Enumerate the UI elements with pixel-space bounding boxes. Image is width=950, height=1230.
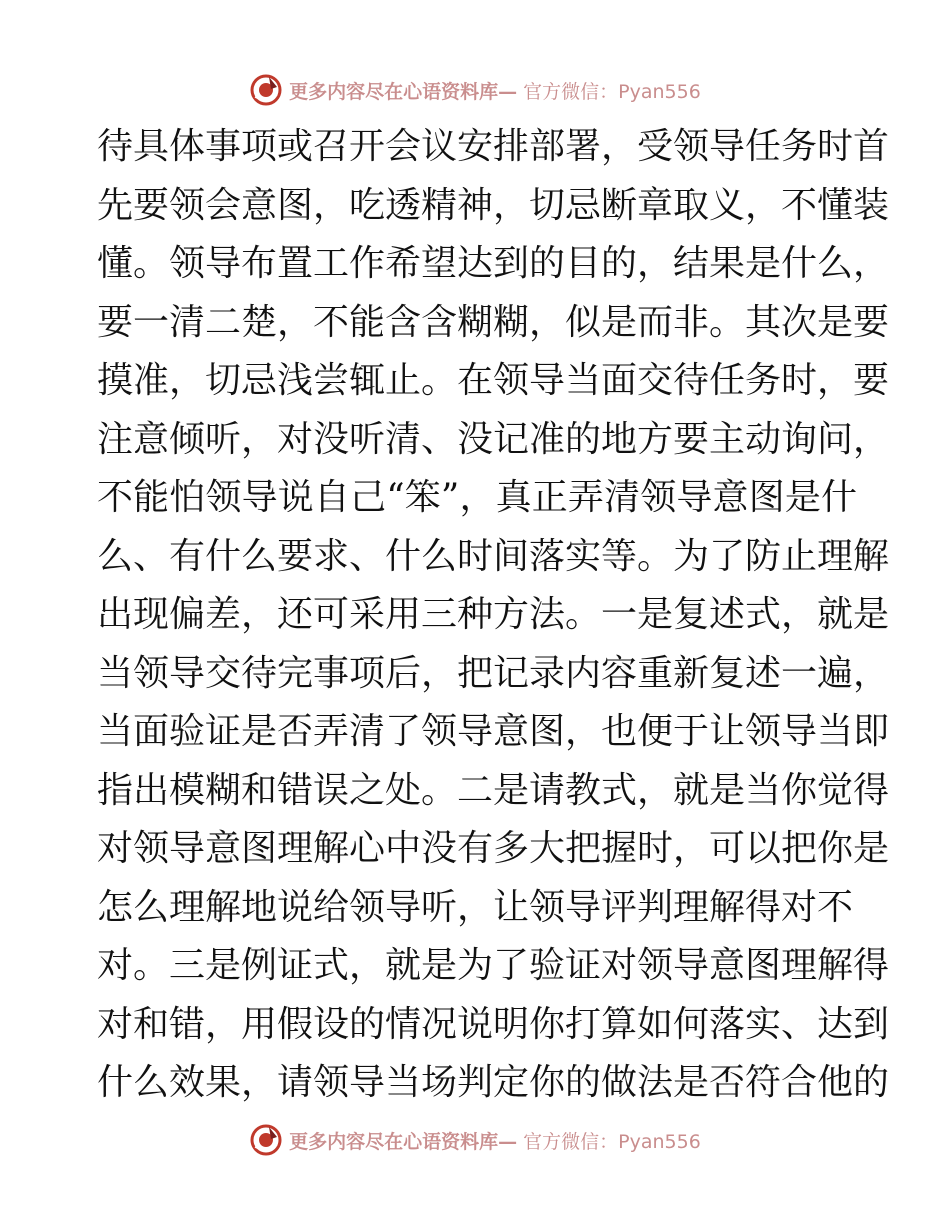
brand-logo-icon — [249, 73, 283, 107]
text-line: 注意倾听，对没听清、没记准的地方要主动询问， — [97, 418, 890, 460]
text-line: 对和错，用假设的情况说明你打算如何落实、达到 — [97, 1003, 890, 1045]
text-line: 怎么理解地说给领导听，让领导评判理解得对不 — [97, 886, 854, 928]
text-line: 什么效果，请领导当场判定你的做法是否符合他的 — [97, 1062, 890, 1103]
text-line: 当领导交待完事项后，把记录内容重新复述一遍， — [97, 652, 890, 694]
text-line: 不能怕领导说自己“笨”，真正弄清领导意图是什 — [97, 477, 857, 518]
text-line: 当面验证是否弄清了领导意图，也便于让领导当即 — [97, 711, 890, 752]
text-line: 出现偏差，还可采用三种方法。一是复述式，就是 — [97, 594, 890, 635]
text-line: 懂。领导布置工作希望达到的目的，结果是什么， — [97, 243, 890, 284]
text-line: 摸准，切忌浅尝辄止。在领导当面交待任务时，要 — [97, 360, 890, 401]
text-line: 对。三是例证式，就是为了验证对领导意图理解得 — [97, 945, 890, 986]
watermark-text: 更多内容尽在心语资料库— — [289, 1130, 518, 1153]
header-watermark — [0, 70, 950, 110]
text-line: 么、有什么要求、什么时间落实等。为了防止理解 — [97, 535, 890, 577]
text-line: 对领导意图理解心中没有多大把握时，可以把你是 — [97, 828, 890, 869]
brand-logo-icon — [249, 1123, 283, 1157]
text-line: 先要领会意图，吃透精神，切忌断章取义，不懂装 — [97, 184, 890, 226]
document-body — [97, 118, 890, 1113]
watermark-text: 更多内容尽在心语资料库— — [289, 80, 518, 103]
watermark-wechat: 官方微信：Pyan556 — [523, 80, 701, 103]
text-line: 指出模糊和错误之处。二是请教式，就是当你觉得 — [97, 769, 890, 811]
text-line: 要一清二楚，不能含含糊糊，似是而非。其次是要 — [97, 301, 890, 343]
watermark-wechat: 官方微信：Pyan556 — [523, 1130, 701, 1153]
footer-watermark — [0, 1120, 950, 1160]
text-line: 待具体事项或召开会议安排部署，受领导任务时首 — [97, 126, 890, 167]
